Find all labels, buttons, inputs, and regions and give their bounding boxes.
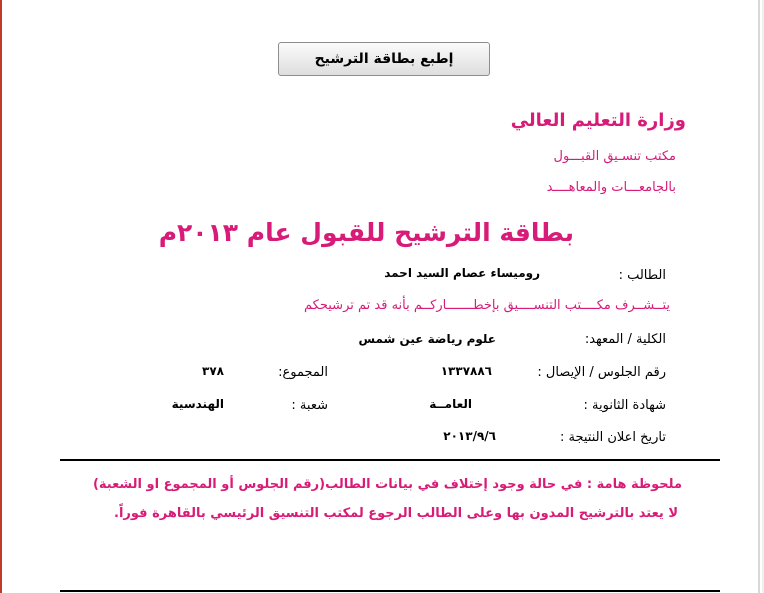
important-note-line-1: ملحوظة هامة : في حالة وجود إختلاف في بيانات الطالب(رقم الجلوس أو المجموع او الشعبة)	[92, 477, 682, 492]
certificate-label: شهادة الثانوية :	[583, 398, 666, 413]
important-note-line-2: لا يعتد بالترشيح المدون بها وعلى الطالب الرجوع لمكتب التنسيق الرئيسي بالقاهرة فوراً.	[114, 506, 678, 521]
student-name: روميساء عصام السيد احمد	[384, 266, 540, 280]
result-date-label: تاريخ اعلان النتيجة :	[559, 430, 666, 445]
seat-number-value: ١٣٣٧٨٨٦	[440, 364, 492, 378]
branch-value: الهندسية	[171, 397, 224, 411]
result-date-value: ٢٠١٣/٩/٦	[443, 429, 496, 443]
faculty-value: علوم رياضة عين شمس	[358, 332, 496, 346]
universities-subtitle: بالجامعـــات والمعاهــــد	[546, 180, 676, 195]
right-scroll-edge	[758, 0, 760, 593]
office-subtitle: مكتب تنسـيق القبـــول	[553, 149, 676, 164]
faculty-label: الكلية / المعهد:	[584, 332, 666, 347]
total-label: المجموع:	[278, 365, 328, 380]
ministry-title: وزارة التعليم العالي	[510, 110, 686, 131]
card-title: بطاقة الترشيح للقبول عام ٢٠١٣م	[158, 218, 574, 247]
total-value: ٣٧٨	[202, 364, 224, 378]
honor-notice: يتــشــرف مكــــتب التنســــيق بإخطـــــــاركــم بأنه قد تم ترشيحكم	[304, 298, 670, 313]
student-label: الطالب :	[618, 268, 666, 283]
certificate-value: العامــة	[429, 397, 472, 411]
divider-line	[60, 459, 720, 461]
bottom-divider-line	[60, 590, 720, 592]
seat-number-label: رقم الجلوس / الإيصال :	[537, 365, 666, 380]
print-card-button[interactable]: إطبع بطاقة الترشيح	[278, 42, 490, 76]
branch-label: شعبة :	[291, 398, 328, 413]
left-edge-border	[0, 0, 2, 593]
